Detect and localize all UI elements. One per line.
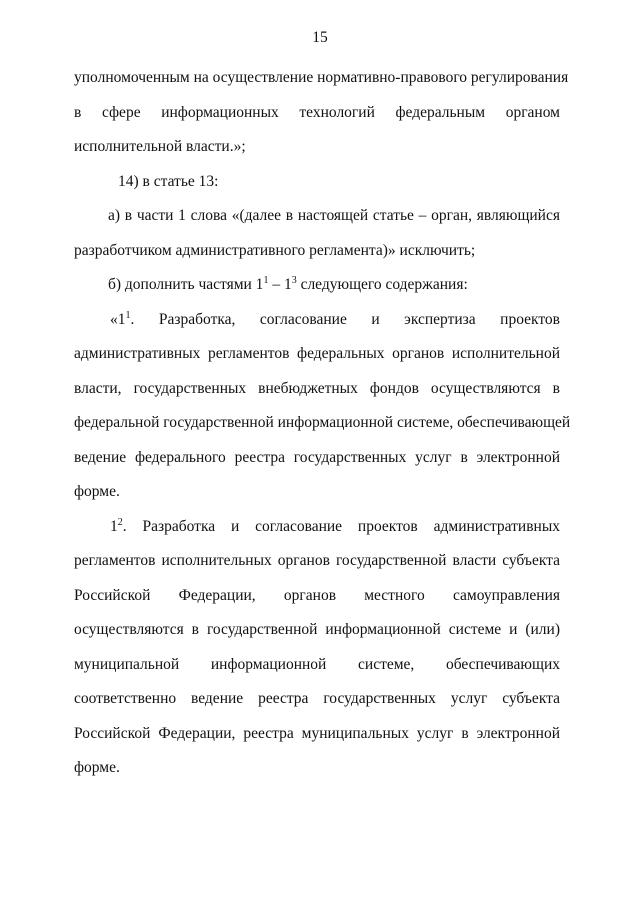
text-line (74, 268, 560, 303)
text-line: Российской Федерации, органов местного самоуправления (74, 586, 560, 604)
text-line (74, 510, 560, 545)
text-line: уполномоченным на осуществление нормативно-правового регулирования (74, 69, 569, 86)
text-segment: . Разработка, согласование и экспертиза проектов (130, 310, 560, 328)
superscript: 2 (117, 516, 123, 528)
text-segment: б) дополнить частями 1 (108, 276, 264, 293)
document-body (74, 61, 571, 786)
text-line (74, 303, 560, 338)
text-line: муниципальной информационной системе, обеспечивающих (74, 655, 560, 673)
text-segment: 1 (110, 517, 118, 535)
text-line: ведение федерального реестра государственных услуг в электронной (74, 448, 560, 466)
text-segment: «1 (110, 310, 126, 328)
text-line: 14) в статье 13: (118, 172, 219, 190)
text-line: административных регламентов федеральных органов исполнительной (74, 345, 560, 362)
text-line: разработчиком административного регламента)» исключить; (74, 241, 476, 259)
superscript: 1 (263, 275, 269, 286)
text-segment: – 1 (268, 276, 292, 293)
text-line: исполнительной власти.»; (74, 138, 246, 155)
text-line: федеральной государственной информационной системе, обеспечивающей (74, 414, 571, 431)
text-line: соответственно ведение реестра государственных услуг субъекта (74, 690, 560, 707)
page-number: 15 (312, 29, 328, 46)
text-line: форме. (74, 759, 120, 776)
text-line: регламентов исполнительных органов государственной власти субъекта (74, 552, 560, 569)
text-line: осуществляются в государственной информационной системе и (или) (74, 621, 560, 638)
text-line: власти, государственных внебюджетных фондов осуществляются в (74, 379, 560, 397)
text-segment: следующего содержания: (296, 276, 468, 293)
superscript: 1 (125, 309, 131, 321)
text-line: форме. (74, 483, 120, 500)
text-line: Российской Федерации, реестра муниципальных услуг в электронной (74, 724, 560, 742)
text-line: а) в части 1 слова «(далее в настоящей статье – орган, являющийся (108, 207, 560, 224)
text-line: в сфере информационных технологий федеральным органом (74, 103, 560, 121)
text-segment: . Разработка и согласование проектов административных (122, 517, 560, 535)
superscript: 3 (291, 275, 297, 286)
